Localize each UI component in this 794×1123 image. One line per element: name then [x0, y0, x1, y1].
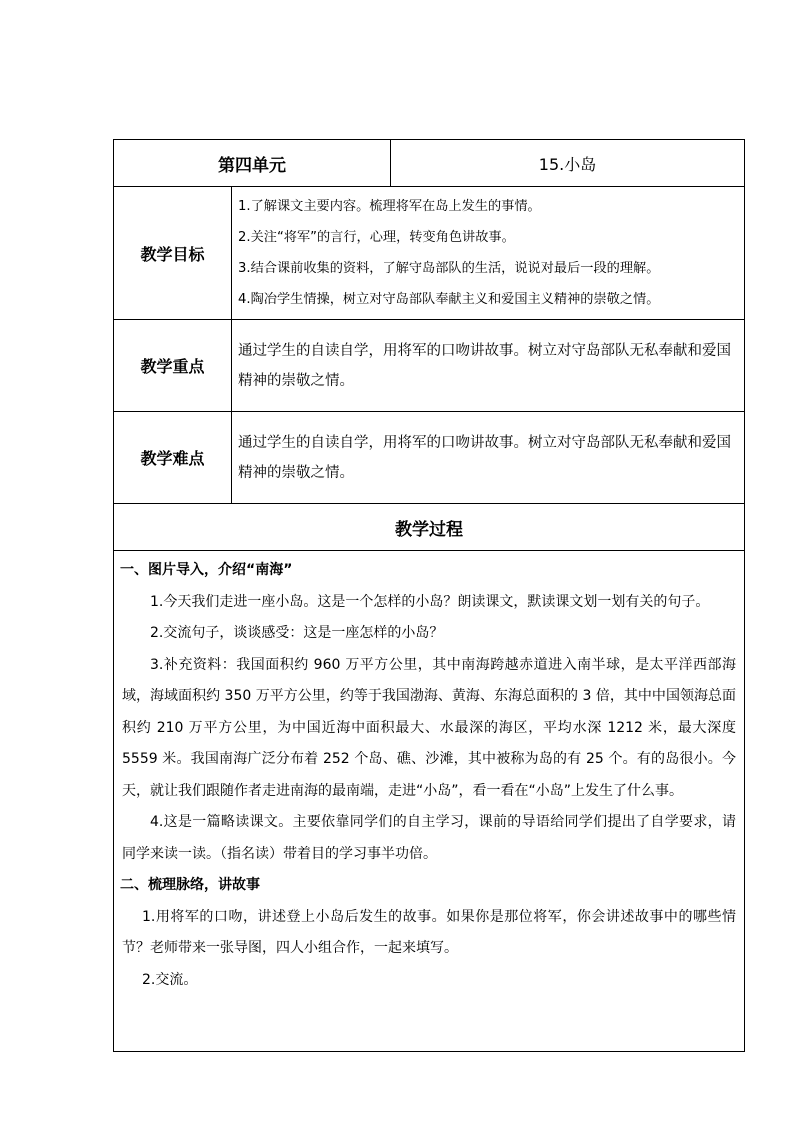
goal-item: 3.结合课前收集的资料，了解守岛部队的生活，说说对最后一段的理解。 — [238, 261, 660, 276]
focus-content: 通过学生的自读自学，用将军的口吻讲故事。树立对守岛部队无私奉献和爱国精神的崇敬之情。 — [232, 320, 745, 412]
difficulty-label: 教学难点 — [114, 412, 232, 504]
lesson-title-cell: 15.小岛 — [391, 140, 745, 187]
goal-item: 2.关注“将军”的言行，心理，转变角色讲故事。 — [238, 230, 515, 245]
section-heading: 一、图片导入，介绍“南海” — [120, 562, 293, 578]
difficulty-content: 通过学生的自读自学，用将军的口吻讲故事。树立对守岛部队无私奉献和爱国精神的崇敬之情。 — [232, 412, 745, 504]
paragraph: 1.今天我们走进一座小岛。这是一个怎样的小岛？朗读课文，默读课文划一划有关的句子。 — [150, 593, 710, 610]
focus-row — [114, 320, 745, 412]
process-title: 教学过程 — [114, 504, 745, 551]
process-content — [114, 551, 745, 1052]
difficulty-row — [114, 412, 745, 504]
paragraph: 3.补充资料：我国面积约 960 万平方公里，其中南海跨越赤道进入南半球，是太平洋西部海域，海域面积约 350 万平方公里，约等于我国渤海、黄海、东海总面积的 3 倍，其中中国领海总面积约 210 万平方公里，为中国近海中面积最大、水最深的海区，平均水深 1212 米，最大深度 5559 米。我国南海广泛分布着 252 个岛、礁、沙滩，其中被称为岛的有 25 个。有的岛很小。今天，就让我们跟随作者走进南海的最南端，走进“小岛”，看一看在“小岛”上发生了什么事。 — [122, 656, 736, 799]
paragraph: 4.这是一篇略读课文。主要依靠同学们的自主学习，课前的导语给同学们提出了自学要求，请同学来读一读。（指名读）带着目的学习事半功倍。 — [122, 814, 736, 862]
goal-item: 1.了解课文主要内容。梳理将军在岛上发生的事情。 — [238, 199, 541, 214]
paragraph: 2.交流。 — [142, 971, 198, 988]
goals-row — [114, 187, 745, 320]
goal-item: 4.陶冶学生情操，树立对守岛部队奉献主义和爱国主义精神的崇敬之情。 — [238, 292, 660, 307]
paragraph: 2.交流句子，谈谈感受：这是一座怎样的小岛？ — [150, 625, 444, 641]
header-row — [114, 140, 745, 187]
paragraph: 1.用将军的口吻，讲述登上小岛后发生的故事。如果你是那位将军，你会讲述故事中的哪些情节？老师带来一张导图，四人小组合作，一起来填写。 — [122, 908, 736, 956]
lesson-plan-table — [113, 139, 745, 1052]
unit-cell: 第四单元 — [114, 140, 391, 187]
goals-label: 教学目标 — [114, 187, 232, 320]
process-title-row — [114, 504, 745, 551]
goals-content — [232, 187, 745, 320]
section-heading: 二、梳理脉络，讲故事 — [120, 877, 260, 893]
focus-label: 教学重点 — [114, 320, 232, 412]
process-content-row — [114, 551, 745, 1052]
